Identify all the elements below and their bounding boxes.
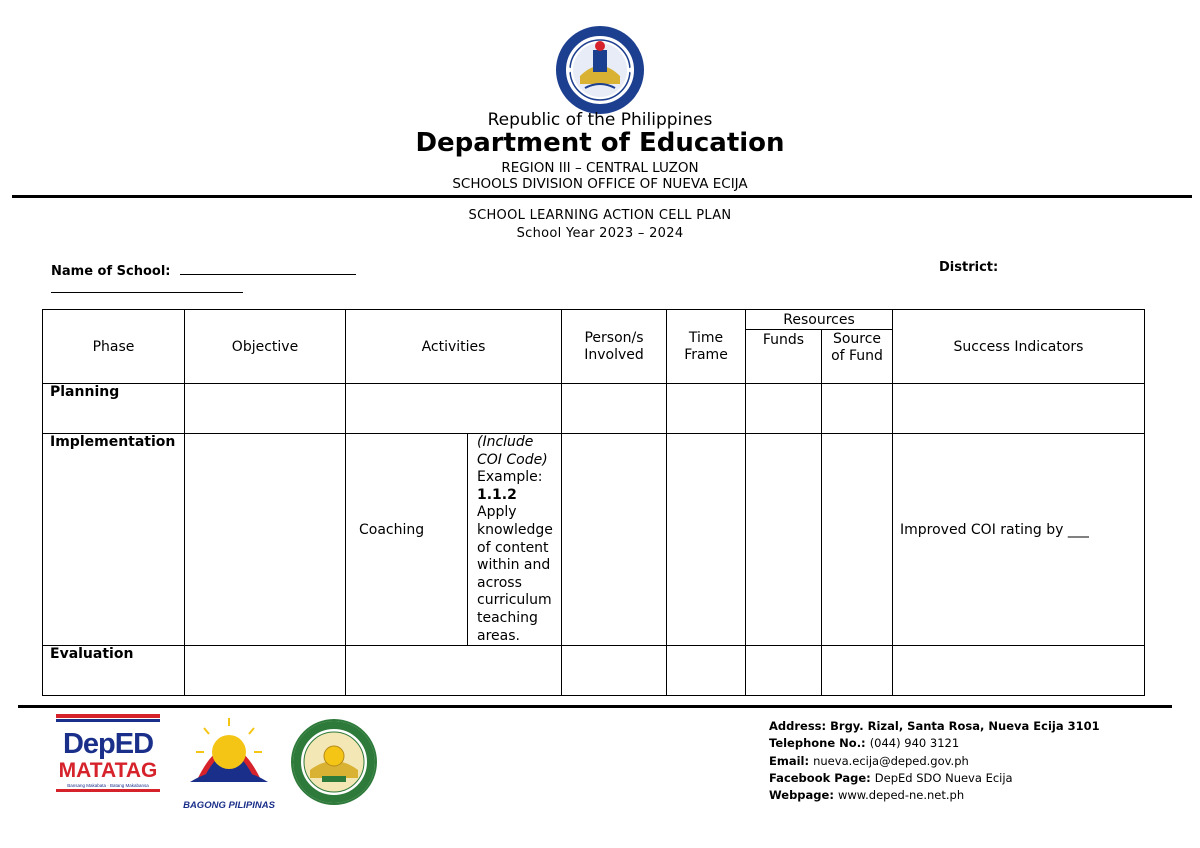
coi-details-cell[interactable]: [468, 434, 562, 646]
table-row: [43, 646, 1145, 696]
matatag-wordmark: MATATAG: [58, 759, 158, 782]
header-divider: [12, 195, 1192, 198]
matatag-tagline: Bansang Makabata · Batang Makabansa: [67, 783, 149, 788]
department-title: Department of Education: [415, 128, 785, 158]
time-frame-cell[interactable]: [667, 384, 746, 434]
activity-name: Coaching: [359, 521, 425, 538]
phase-planning: Planning: [43, 384, 185, 434]
header-resources: Resources: [746, 310, 893, 330]
school-name-blank-continued: [51, 278, 243, 297]
school-name-label: Name of School:: [51, 264, 171, 279]
address-value: Brgy. Rizal, Santa Rosa, Nueva Ecija 3101: [830, 719, 1100, 733]
deped-matatag-logo: [56, 714, 160, 806]
header-objective: Objective: [185, 310, 346, 384]
time-frame-cell[interactable]: [667, 434, 746, 646]
header-funds: Funds: [746, 330, 822, 384]
phase-evaluation: Evaluation: [43, 646, 185, 696]
success-indicator-cell[interactable]: [893, 434, 1145, 646]
coi-description: Apply knowledge of content within and across curriculum teaching areas.: [477, 504, 553, 644]
source-of-fund-cell[interactable]: [822, 384, 893, 434]
facebook-label: Facebook Page:: [769, 770, 871, 785]
header-time-frame: Time Frame: [667, 310, 746, 384]
school-year: School Year 2023 – 2024: [516, 226, 684, 241]
table-row: [43, 384, 1145, 434]
success-indicator-cell[interactable]: [893, 384, 1145, 434]
source-of-fund-cell[interactable]: [822, 646, 893, 696]
persons-cell[interactable]: [562, 384, 667, 434]
telephone-line: [769, 735, 1100, 752]
district-label: District:: [939, 260, 999, 275]
activities-cell[interactable]: [346, 646, 562, 696]
email-link[interactable]: nueva.ecija@deped.gov.ph: [813, 753, 969, 768]
division-line: SCHOOLS DIVISION OFFICE OF NUEVA ECIJA: [452, 176, 748, 192]
header-activities: Activities: [346, 310, 562, 384]
republic-line: Republic of the Philippines: [487, 110, 713, 130]
bagong-pilipinas-logo: [176, 712, 282, 811]
school-name-blank[interactable]: [180, 260, 356, 275]
address-line: [769, 718, 1100, 735]
header-phase: Phase: [43, 310, 185, 384]
deped-wordmark: DepED: [62, 728, 154, 760]
region-line: REGION III – CENTRAL LUZON: [501, 160, 699, 176]
coi-code: 1.1.2: [477, 486, 517, 503]
activities-cell[interactable]: [346, 384, 562, 434]
coi-include-note: (Include COI Code): [477, 434, 548, 468]
source-of-fund-cell[interactable]: [822, 434, 893, 646]
sdo-nueva-ecija-seal: [288, 718, 380, 806]
success-indicator-cell[interactable]: [893, 646, 1145, 696]
email-line: [769, 753, 1100, 770]
objective-cell[interactable]: [185, 434, 346, 646]
header-success-indicators: Success Indicators: [893, 310, 1145, 384]
webpage-line: [769, 787, 1100, 804]
deped-seal: [555, 26, 645, 114]
table-row: [43, 434, 1145, 646]
slac-plan-table: [42, 309, 1145, 696]
bagong-pilipinas-emblem: [176, 712, 282, 790]
bagong-pilipinas-wordmark: BAGONG PILIPINAS: [183, 800, 275, 811]
objective-cell[interactable]: [185, 646, 346, 696]
funds-cell[interactable]: [746, 384, 822, 434]
phase-implementation: Implementation: [43, 434, 185, 646]
facebook-line: [769, 770, 1100, 787]
header-persons-involved: Person/s Involved: [562, 310, 667, 384]
time-frame-cell[interactable]: [667, 646, 746, 696]
objective-cell[interactable]: [185, 384, 346, 434]
funds-cell[interactable]: [746, 646, 822, 696]
plan-title: SCHOOL LEARNING ACTION CELL PLAN: [468, 208, 732, 223]
contact-block: [769, 718, 1100, 804]
header-source-of-fund: Source of Fund: [822, 330, 893, 384]
email-label: Email:: [769, 753, 810, 768]
school-name-field[interactable]: [51, 260, 356, 279]
telephone-label: Telephone No.:: [769, 736, 866, 751]
telephone-value: (044) 940 3121: [869, 736, 960, 751]
webpage-label: Webpage:: [769, 788, 834, 803]
footer-divider: [18, 705, 1172, 708]
success-indicator-text: Improved COI rating by ___: [900, 521, 1089, 538]
persons-cell[interactable]: [562, 646, 667, 696]
funds-cell[interactable]: [746, 434, 822, 646]
webpage-link[interactable]: www.deped-ne.net.ph: [837, 788, 965, 803]
activity-coaching[interactable]: [346, 434, 468, 646]
coi-example-label: Example:: [477, 469, 543, 486]
address-label: Address:: [769, 719, 827, 733]
facebook-link[interactable]: DepEd SDO Nueva Ecija: [874, 770, 1013, 785]
persons-cell[interactable]: [562, 434, 667, 646]
